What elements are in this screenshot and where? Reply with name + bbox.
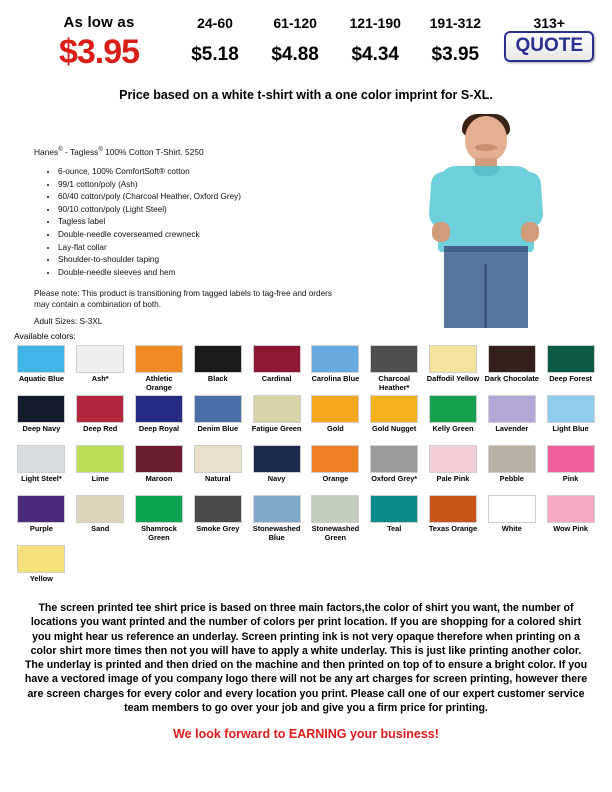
color-swatch-item[interactable] <box>190 345 245 393</box>
color-swatch-item[interactable] <box>73 445 128 493</box>
color-swatch[interactable] <box>488 345 536 373</box>
list-item: • 90/10 cotton/poly (Light Steel) <box>58 204 334 215</box>
color-swatch[interactable] <box>17 495 65 523</box>
quote-tier <box>504 8 594 62</box>
color-swatch[interactable] <box>17 545 65 573</box>
color-swatch-item[interactable] <box>132 495 187 543</box>
color-swatch-label: Maroon <box>145 474 173 483</box>
color-swatch-item[interactable] <box>132 395 187 443</box>
footer-closing: We look forward to EARNING your business! <box>173 727 439 742</box>
color-swatch[interactable] <box>547 345 595 373</box>
color-swatch-label: Deep Red <box>83 424 118 433</box>
tier-quantity: 121-190 <box>349 15 401 31</box>
product-note: Please note: This product is transitioning from tagged labels to tag-free and orders may contain a combination of both. <box>34 288 332 309</box>
color-swatch-label: Daffodil Yellow <box>426 374 480 383</box>
color-swatch-item[interactable] <box>426 395 481 443</box>
color-swatch-item[interactable] <box>132 345 187 393</box>
list-item: • Shoulder-to-shoulder taping <box>58 254 334 265</box>
color-swatch-item[interactable] <box>543 395 598 443</box>
color-swatch-label: Charcoal Heather* <box>378 374 411 392</box>
color-swatch-item[interactable] <box>367 395 422 443</box>
color-swatch-item[interactable] <box>484 495 539 543</box>
color-swatch-label: Cardinal <box>261 374 292 383</box>
color-swatch-label: Yellow <box>29 574 53 583</box>
color-swatch-item[interactable] <box>426 495 481 543</box>
color-swatch-label: Teal <box>387 524 402 533</box>
color-swatch-label: Sand <box>91 524 110 533</box>
color-swatch[interactable] <box>76 345 124 373</box>
color-swatch-item[interactable] <box>190 495 245 543</box>
color-swatch[interactable] <box>76 445 124 473</box>
color-swatch-label: Kelly Green <box>432 424 474 433</box>
price-tier <box>184 8 246 66</box>
list-item: • Double-needle coverseamed crewneck <box>58 229 334 240</box>
product-section <box>0 114 612 329</box>
color-swatch[interactable] <box>429 495 477 523</box>
color-swatch-item[interactable] <box>249 445 304 493</box>
color-swatch-item[interactable] <box>132 445 187 493</box>
color-swatch-label: Shamrock Green <box>141 524 177 542</box>
color-swatch-label: White <box>501 524 522 533</box>
color-swatch-label: Light Blue <box>552 424 589 433</box>
color-swatch[interactable] <box>370 445 418 473</box>
available-colors-heading: Available colors: <box>14 331 76 341</box>
color-swatch-label: Stonewashed Blue <box>252 524 301 542</box>
model-belt <box>444 246 528 252</box>
color-swatch-label: Dark Chocolate <box>484 374 539 383</box>
color-swatch[interactable] <box>311 395 359 423</box>
model-tshirt <box>438 166 534 252</box>
color-swatch-item[interactable] <box>308 395 363 443</box>
color-swatch-label: Texas Orange <box>428 524 478 533</box>
color-swatch-label: Deep Navy <box>22 424 61 433</box>
model-photo <box>420 114 552 329</box>
color-swatch[interactable] <box>194 495 242 523</box>
color-swatch[interactable] <box>135 395 183 423</box>
color-swatch[interactable] <box>311 345 359 373</box>
color-swatch-item[interactable] <box>426 445 481 493</box>
tier-quantity: 61-120 <box>273 15 317 31</box>
color-swatch[interactable] <box>547 395 595 423</box>
color-swatch[interactable] <box>311 445 359 473</box>
color-swatch-label: Pink <box>562 474 579 483</box>
quote-button[interactable]: QUOTE <box>504 31 594 62</box>
color-swatch[interactable] <box>253 445 301 473</box>
color-swatch[interactable] <box>194 395 242 423</box>
list-item: • Double-needle sleeves and hem <box>58 267 334 278</box>
product-feature-list <box>48 166 334 278</box>
model-hand-left <box>432 222 450 242</box>
color-swatch-item[interactable] <box>190 395 245 443</box>
as-low-as-block <box>14 8 184 72</box>
color-swatch-label: Gold Nugget <box>372 424 417 433</box>
tier-quantity: 191-312 <box>429 15 482 31</box>
footer-paragraph: The screen printed tee shirt price is based on three main factors,the color of shirt you want, the number of locations you want printed and the number of colors per print location. If you are shopping for a colored shirt you might hear us reference an underlay. Screen printing ink is not very opaque therefore when printing on a color shirt more times then not you will have to apply a white underlay. This is just like printing another color. The underlay is printed and then dried on the machine and then printed on top of to ensure a bright color. If you have a vectored image of you company logo there will not be any art charges for screen printing, however there are screen charges for every color and every location you print. Please call one of our expert customer service team members to go over your job and give you a firm price for printing. <box>24 602 588 715</box>
color-swatch[interactable] <box>370 395 418 423</box>
tier-price: $5.18 <box>191 44 239 65</box>
color-swatch-item[interactable] <box>543 495 598 543</box>
color-swatch[interactable] <box>488 395 536 423</box>
list-item: • Tagless label <box>58 216 334 227</box>
color-swatch[interactable] <box>429 395 477 423</box>
color-swatch-item[interactable] <box>249 495 304 543</box>
color-swatch-label: Natural <box>205 474 231 483</box>
color-swatch-label: Black <box>207 374 228 383</box>
color-swatch-item[interactable] <box>367 445 422 493</box>
color-swatch[interactable] <box>76 395 124 423</box>
model-head <box>465 116 507 162</box>
color-swatch-item[interactable] <box>249 345 304 393</box>
model-jeans-seam <box>484 264 487 328</box>
list-item: • 6-ounce, 100% ComfortSoft® cotton <box>58 166 334 177</box>
product-title: Hanes® - Tagless® 100% Cotton T-Shirt. 5250 <box>34 146 204 157</box>
color-swatch-item[interactable] <box>14 445 69 493</box>
color-swatch[interactable] <box>135 345 183 373</box>
color-swatch[interactable] <box>135 495 183 523</box>
list-item: • Lay-flat collar <box>58 242 334 253</box>
color-swatch-label: Smoke Grey <box>196 524 240 533</box>
color-swatch[interactable] <box>488 445 536 473</box>
color-swatch[interactable] <box>488 495 536 523</box>
color-swatch-item[interactable] <box>484 395 539 443</box>
color-swatch-label: Purple <box>29 524 53 533</box>
color-swatch-grid <box>0 345 612 593</box>
model-smile <box>475 144 497 151</box>
color-swatch-item[interactable] <box>14 395 69 443</box>
product-sizes: Adult Sizes: S-3XL <box>34 316 103 326</box>
color-swatch-label: Aquatic Blue <box>18 374 64 383</box>
color-swatch-label: Athletic Orange <box>145 374 173 392</box>
color-swatch-label: Navy <box>267 474 286 483</box>
color-swatch-item[interactable] <box>190 445 245 493</box>
color-swatch-item[interactable] <box>73 395 128 443</box>
pricing-header <box>0 0 612 72</box>
color-swatch-item[interactable] <box>308 495 363 543</box>
product-details <box>34 146 334 327</box>
price-note: Price based on a white t-shirt with a one color imprint for S-XL. <box>119 88 493 102</box>
model-hand-right <box>521 222 539 242</box>
color-swatch-item[interactable] <box>308 445 363 493</box>
color-swatch[interactable] <box>253 395 301 423</box>
price-tier <box>264 8 326 66</box>
color-swatch-label: Wow Pink <box>553 524 588 533</box>
color-swatch[interactable] <box>135 445 183 473</box>
color-swatch-item[interactable] <box>426 345 481 393</box>
color-swatch-item[interactable] <box>484 445 539 493</box>
color-swatch[interactable] <box>194 445 242 473</box>
price-tier <box>424 8 486 66</box>
color-swatch[interactable] <box>253 345 301 373</box>
color-swatch[interactable] <box>17 445 65 473</box>
color-swatch-item[interactable] <box>14 495 69 543</box>
color-swatch-item[interactable] <box>249 395 304 443</box>
color-swatch-item[interactable] <box>73 345 128 393</box>
tier-price: $4.34 <box>351 44 399 65</box>
color-swatch-label: Oxford Grey* <box>371 474 418 483</box>
list-item: • 99/1 cotton/poly (Ash) <box>58 179 334 190</box>
color-swatch[interactable] <box>76 495 124 523</box>
color-swatch-item[interactable] <box>484 345 539 393</box>
color-swatch-item[interactable] <box>543 445 598 493</box>
color-swatch-label: Deep Forest <box>549 374 592 383</box>
color-swatch-label: Stonewashed Green <box>311 524 360 542</box>
price-tier <box>344 8 406 66</box>
tier-quantity-last: 313+ <box>533 15 565 31</box>
list-item: • 60/40 cotton/poly (Charcoal Heather, Oxford Grey) <box>58 191 334 202</box>
color-swatch-label: Lime <box>91 474 109 483</box>
as-low-as-label: As low as <box>63 14 135 31</box>
color-swatch[interactable] <box>370 345 418 373</box>
color-swatch-label: Pale Pink <box>436 474 470 483</box>
tier-price: $4.88 <box>271 44 319 65</box>
color-swatch-item[interactable] <box>367 345 422 393</box>
color-swatch-label: Deep Royal <box>138 424 180 433</box>
color-swatch-label: Lavender <box>495 424 529 433</box>
color-swatch-label: Carolina Blue <box>311 374 360 383</box>
color-swatch-label: Denim Blue <box>197 424 239 433</box>
color-swatch-label: Gold <box>326 424 344 433</box>
color-swatch[interactable] <box>547 445 595 473</box>
color-swatch-item[interactable] <box>14 545 69 593</box>
color-swatch[interactable] <box>370 495 418 523</box>
color-swatch-label: Fatigue Green <box>251 424 302 433</box>
color-swatch[interactable] <box>429 345 477 373</box>
color-swatch-item[interactable] <box>367 495 422 543</box>
color-swatch-item[interactable] <box>14 345 69 393</box>
color-swatch[interactable] <box>429 445 477 473</box>
color-swatch[interactable] <box>194 345 242 373</box>
color-swatch[interactable] <box>17 395 65 423</box>
as-low-as-price: $3.95 <box>58 33 140 71</box>
color-swatch-item[interactable] <box>308 345 363 393</box>
price-tier-list <box>184 8 598 66</box>
color-swatch-item[interactable] <box>73 495 128 543</box>
color-swatch-label: Orange <box>322 474 349 483</box>
tier-quantity: 24-60 <box>197 15 233 31</box>
color-swatch[interactable] <box>311 495 359 523</box>
color-swatch[interactable] <box>547 495 595 523</box>
color-swatch-label: Ash* <box>91 374 109 383</box>
color-swatch-label: Pebble <box>499 474 524 483</box>
color-swatch-item[interactable] <box>543 345 598 393</box>
tier-price: $3.95 <box>431 44 480 65</box>
color-swatch[interactable] <box>17 345 65 373</box>
color-swatch[interactable] <box>253 495 301 523</box>
color-swatch-label: Light Steel* <box>21 474 62 483</box>
